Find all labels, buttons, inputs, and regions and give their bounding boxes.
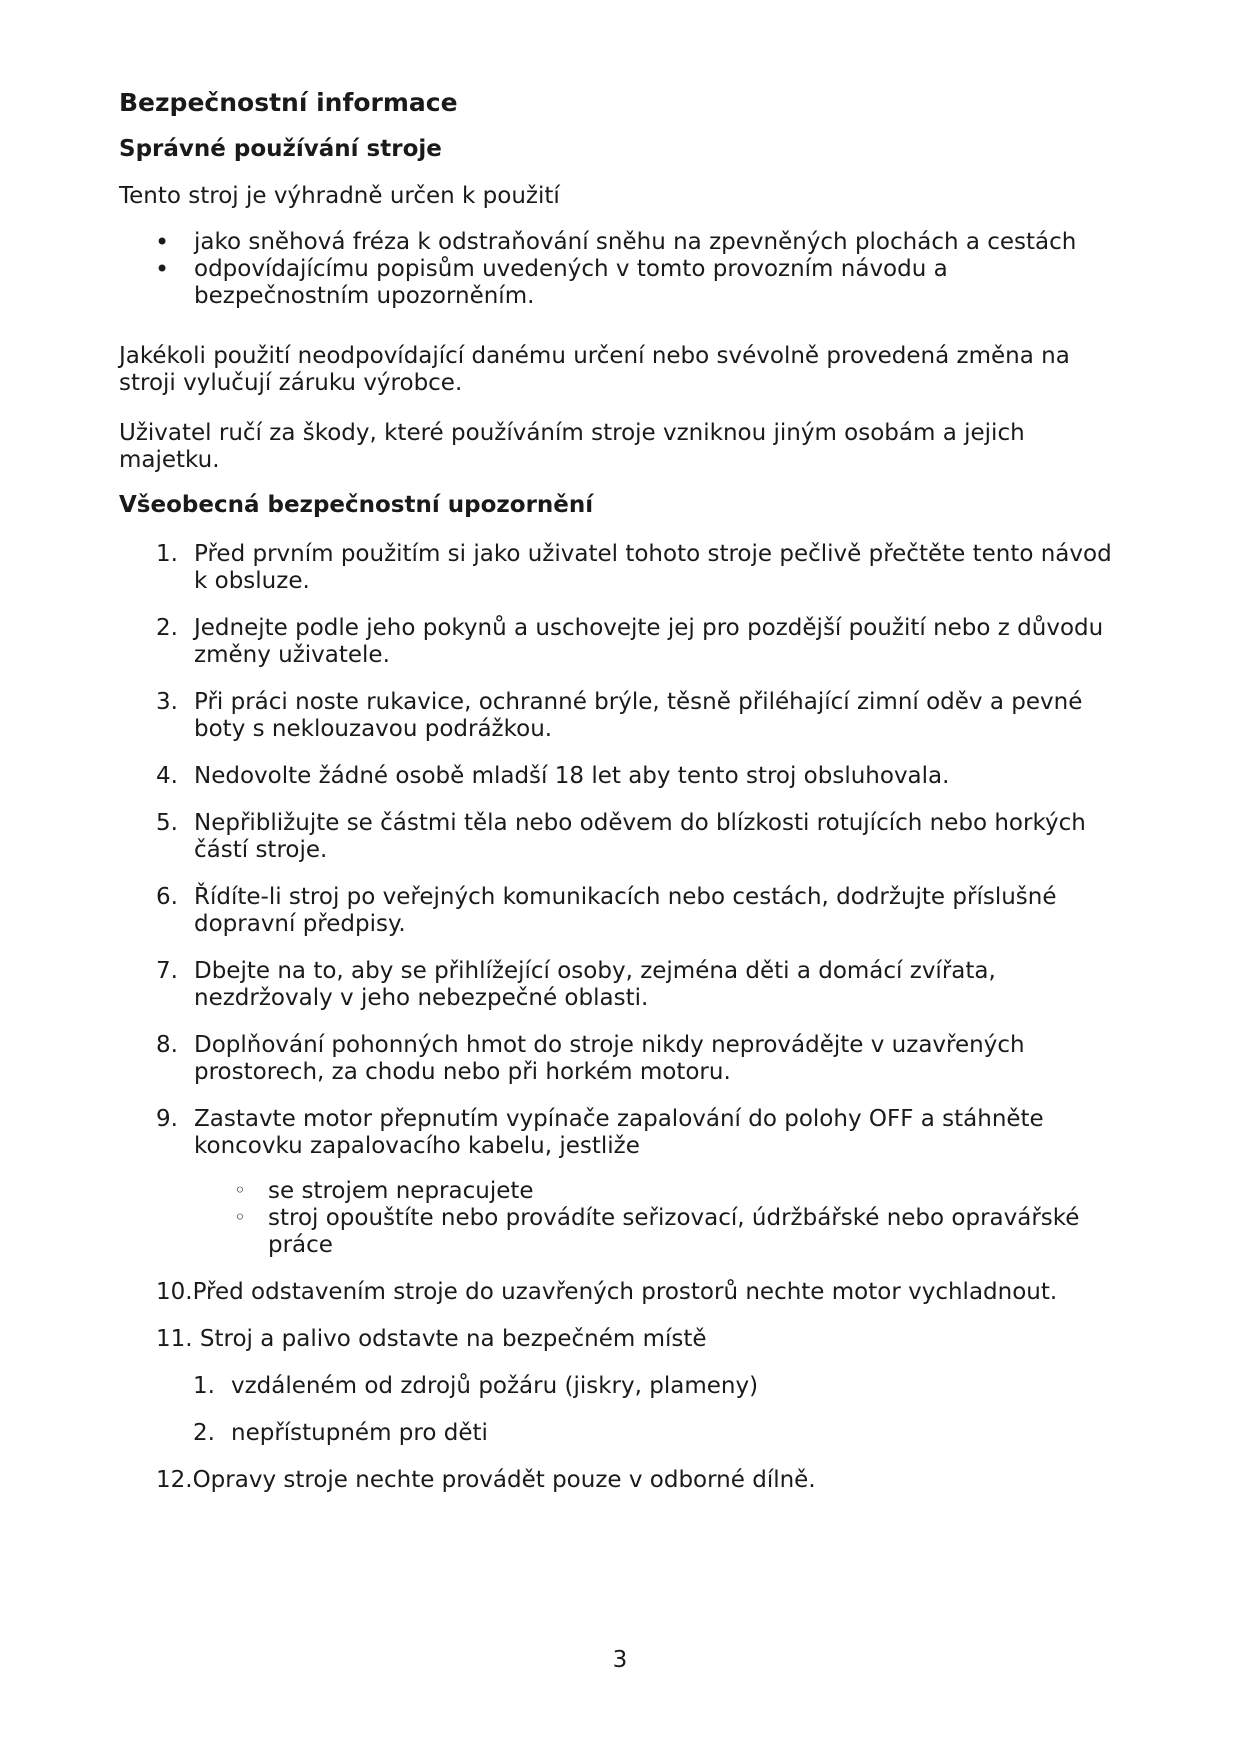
usage-paragraph-liability: Uživatel ručí za škody, které používáním stroje vzniknou jiným osobám a jejich majetku.	[119, 420, 1025, 473]
item-text: Řídíte-li stroj po veřejných komunikacích nebo cestách, dodržujte příslušné dopravní předpisy.	[194, 884, 1057, 937]
sub-list-item: ◦ stroj opouštíte nebo provádíte seřizovací, údržbářské nebo opravářské práce	[119, 1205, 1129, 1259]
document-page	[119, 88, 1129, 1514]
safety-numbered-list	[119, 541, 1129, 1494]
list-item	[119, 541, 1129, 595]
list-item	[119, 884, 1129, 938]
item-number: 5.	[156, 810, 178, 836]
item-text: Doplňování pohonných hmot do stroje nikdy neprovádějte v uzavřených prostorech, za chodu nebo při horkém motoru.	[194, 1032, 1025, 1085]
sub-list-item	[119, 1420, 1129, 1447]
usage-bullet-list	[119, 229, 1129, 310]
item-text-main: Zastavte motor přepnutím vypínače zapalování do polohy OFF a stáhněte koncovku zapalovacího kabelu, jestliže	[194, 1106, 1044, 1159]
item-number: 3.	[156, 689, 178, 715]
item-text: Nedovolte žádné osobě mladší 18 let aby tento stroj obsluhovala.	[194, 763, 950, 789]
item-number: 9.	[156, 1106, 178, 1132]
usage-intro: Tento stroj je výhradně určen k použití	[119, 183, 560, 209]
list-item: • jako sněhová fréza k odstraňování sněhu na zpevněných plochách a cestách	[119, 229, 1129, 256]
list-item	[119, 615, 1129, 669]
page-number: 3	[612, 1647, 628, 1673]
item-number: 1.	[156, 541, 178, 567]
list-item	[119, 810, 1129, 864]
item-number: 8.	[156, 1032, 178, 1058]
item-text: Před prvním použitím si jako uživatel tohoto stroje pečlivě přečtěte tento návod k obsluze.	[194, 541, 1112, 594]
sub-list-item: ◦ se strojem nepracujete	[119, 1178, 1129, 1205]
list-item	[119, 763, 1129, 790]
list-item: 10.Před odstavením stroje do uzavřených prostorů nechte motor vychladnout.	[156, 1279, 1058, 1305]
list-item	[119, 1032, 1129, 1086]
item9-sub-list	[119, 1178, 1129, 1259]
item-number: 4.	[156, 763, 178, 789]
page-title: Bezpečnostní informace	[119, 88, 458, 117]
section-heading-general-safety: Všeobecná bezpečnostní upozornění	[119, 492, 594, 518]
item-text: Nepřibližujte se částmi těla nebo oděvem do blízkosti rotujících nebo horkých částí stroje.	[194, 810, 1086, 863]
item-number: 6.	[156, 884, 178, 910]
item-text: nepřístupném pro děti	[231, 1420, 488, 1446]
list-item	[119, 1106, 1129, 1160]
item-text	[194, 1106, 1129, 1160]
item-text: vzdáleném od zdrojů požáru (jiskry, plameny)	[231, 1373, 759, 1399]
item-number: 1.	[193, 1373, 215, 1399]
list-item	[119, 958, 1129, 1012]
usage-paragraph-warranty: Jakékoli použití neodpovídající danému určení nebo svévolně provedená změna na stroji vylučují záruku výrobce.	[119, 343, 1070, 396]
item-number: 7.	[156, 958, 178, 984]
item-text: Jednejte podle jeho pokynů a uschovejte jej pro pozdější použití nebo z důvodu změny uživatele.	[194, 615, 1104, 668]
list-item: 11. Stroj a palivo odstavte na bezpečném místě	[156, 1326, 707, 1352]
item-number: 2.	[193, 1420, 215, 1446]
list-item	[119, 689, 1129, 743]
sub-list-item	[119, 1373, 1129, 1400]
list-item: 12.Opravy stroje nechte provádět pouze v odborné dílně.	[156, 1467, 816, 1493]
item-number: 2.	[156, 615, 178, 641]
item-text: Při práci noste rukavice, ochranné brýle, těsně přiléhající zimní oděv a pevné boty s neklouzavou podrážkou.	[194, 689, 1083, 742]
list-item: • odpovídajícímu popisům uvedených v tomto provozním návodu a bezpečnostním upozorněním.	[119, 256, 1129, 310]
section-heading-usage: Správné používání stroje	[119, 136, 442, 162]
item-text: Dbejte na to, aby se přihlížející osoby, zejména děti a domácí zvířata, nezdržovaly v jeho nebezpečné oblasti.	[194, 958, 996, 1011]
